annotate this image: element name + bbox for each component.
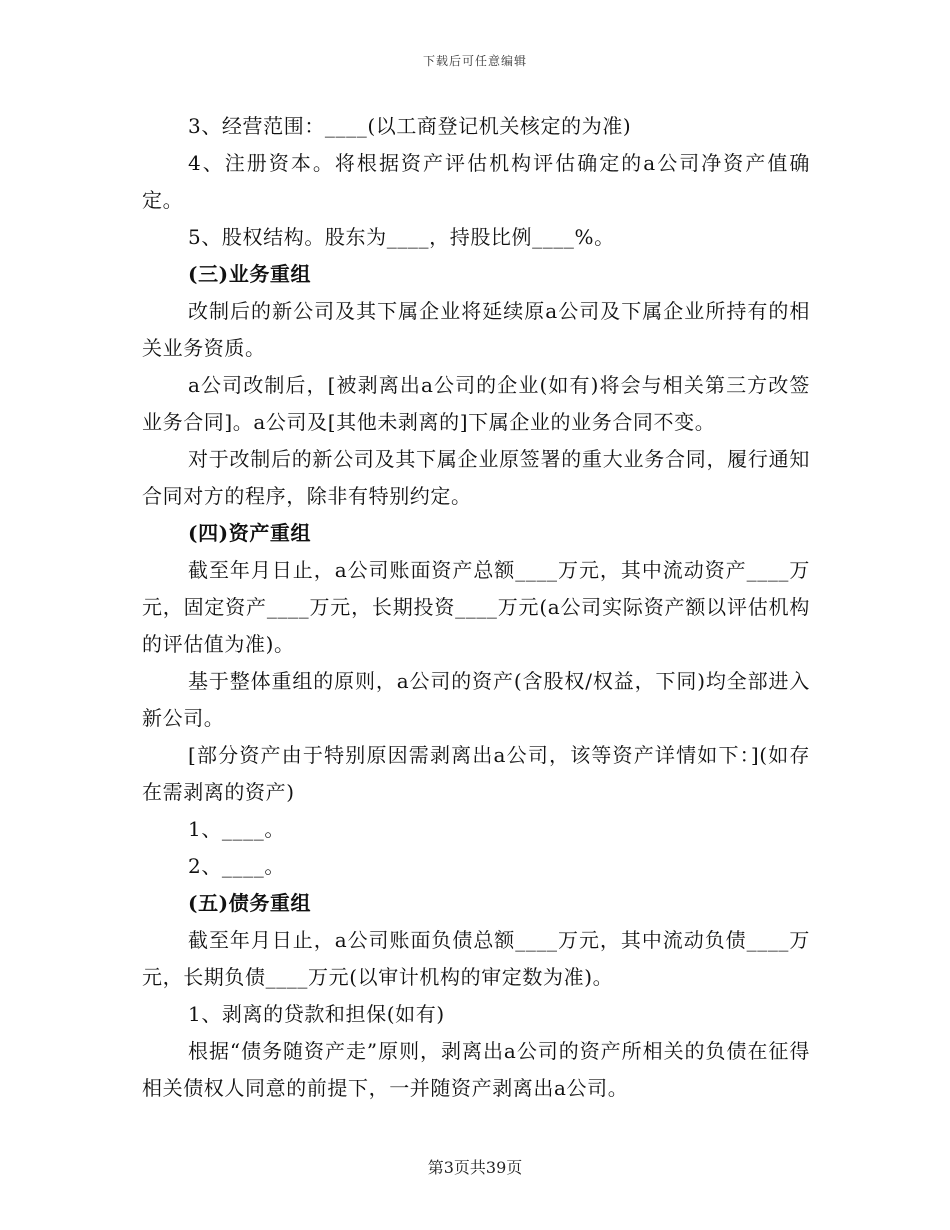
heading-asset-restructuring: (四)资产重组 — [188, 521, 312, 545]
paragraph-divested-assets: [部分资产由于特别原因需剥离出a公司，该等资产详情如下：](如存在需剥离的资产) — [142, 743, 811, 804]
paragraph-equity-structure: 5、股权结构。股东为____，持股比例____%。 — [188, 225, 615, 249]
paragraph-total-assets: 截至年月日止，a公司账面资产总额____万元，其中流动资产____万元，固定资产____万元，长期投资____万元(a公司实际资产额以评估机构的评估值为准)。 — [142, 558, 810, 656]
heading-debt-restructuring: (五)债务重组 — [188, 891, 312, 915]
paragraph-major-contracts: 对于改制后的新公司及其下属企业原签署的重大业务合同，履行通知合同对方的程序，除非有特别约定。 — [142, 447, 810, 508]
document-body — [142, 108, 810, 1107]
paragraph-divested-loans: 1、剥离的贷款和担保(如有) — [188, 1002, 445, 1026]
paragraph-registered-capital: 4、注册资本。将根据资产评估机构评估确定的a公司净资产值确定。 — [142, 151, 810, 212]
paragraph-total-liabilities: 截至年月日止，a公司账面负债总额____万元，其中流动负债____万元，长期负债____万元(以审计机构的审定数为准)。 — [142, 928, 810, 989]
page-header: 下载后可任意编辑 — [422, 54, 527, 68]
heading-business-restructuring: (三)业务重组 — [188, 262, 312, 286]
paragraph-debt-follows-assets: 根据“债务随资产走”原则，剥离出a公司的资产所相关的负债在征得相关债权人同意的前提下，一并随资产剥离出a公司。 — [142, 1039, 810, 1100]
paragraph-business-contracts: a公司改制后，[被剥离出a公司的企业(如有)将会与相关第三方改签业务合同]。a公司及[其他未剥离的]下属企业的业务合同不变。 — [142, 373, 810, 434]
paragraph-business-qualifications: 改制后的新公司及其下属企业将延续原a公司及下属企业所持有的相关业务资质。 — [142, 299, 810, 360]
list-item-asset-2: 2、____。 — [188, 854, 285, 878]
paragraph-overall-restructuring: 基于整体重组的原则，a公司的资产(含股权/权益，下同)均全部进入新公司。 — [142, 669, 810, 730]
list-item-asset-1: 1、____。 — [188, 817, 285, 841]
page-footer: 第3页共39页 — [427, 1158, 523, 1177]
paragraph-business-scope: 3、经营范围：____(以工商登记机关核定的为准) — [188, 114, 632, 138]
